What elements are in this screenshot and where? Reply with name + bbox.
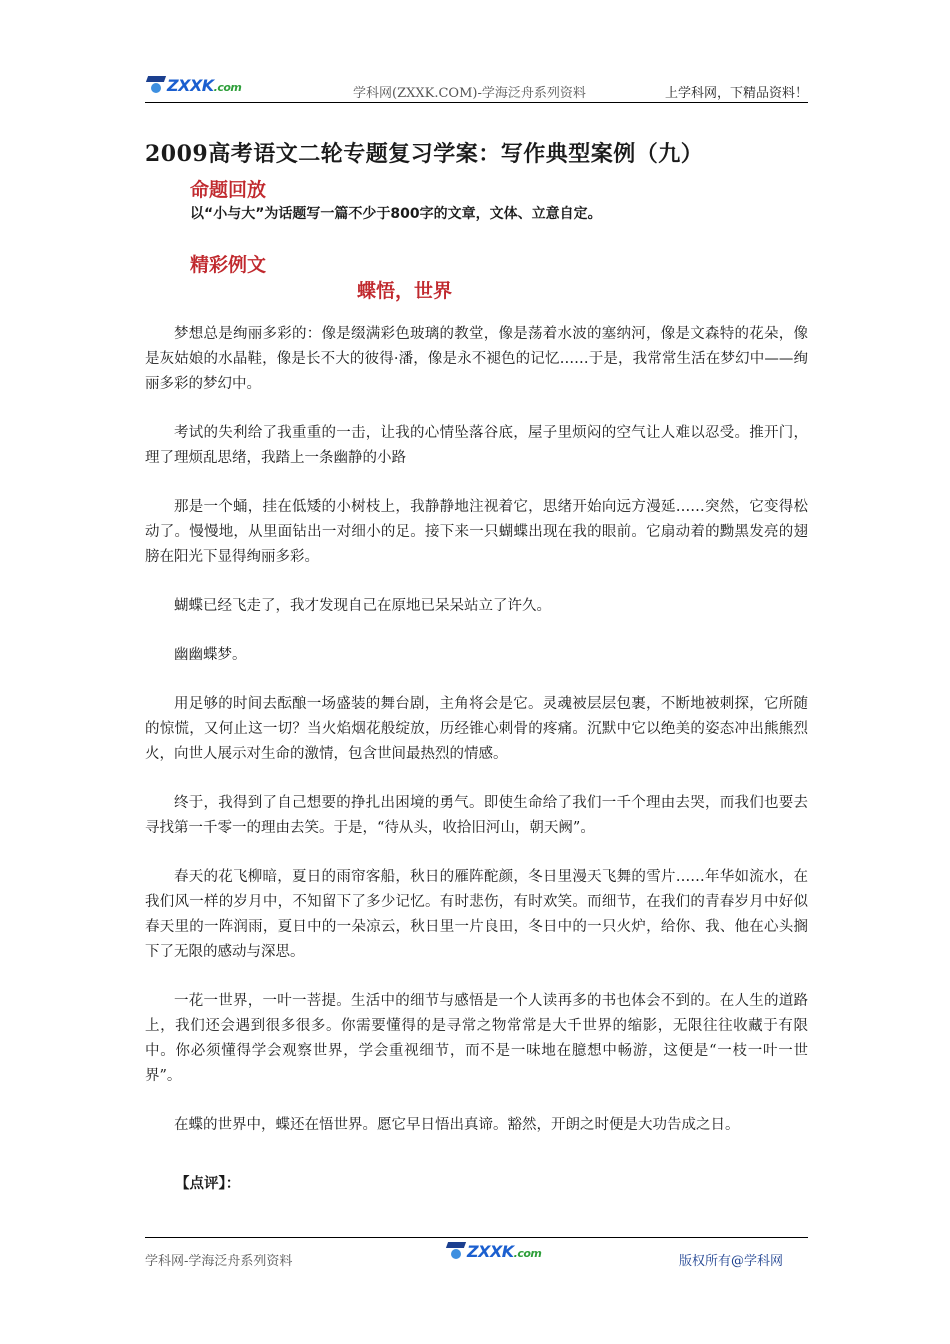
page-footer — [145, 1240, 808, 1280]
prompt-text: 以“小与大”为话题写一篇不少于800字的文章，文体、立意自定。 — [190, 206, 602, 222]
logo-suffix: .com — [513, 1246, 542, 1260]
essay-paragraph: 考试的失利给了我重重的一击，让我的心情坠落谷底，屋子里烦闷的空气让人难以忍受。推开门，理了理烦乱思绪，我踏上一条幽静的小路 — [145, 425, 808, 466]
essay-paragraph: 终于，我得到了自己想要的挣扎出困境的勇气。即使生命给了我们一千个理由去哭，而我们也要去寻找第一千零一的理由去笑。于是，“待从头，收拾旧河山，朝天阙”。 — [145, 795, 808, 836]
essay-paragraph: 蝴蝶已经飞走了，我才发现自己在原地已呆呆站立了许久。 — [174, 598, 551, 614]
footer-copyright: 版权所有@学科网 — [678, 1254, 783, 1269]
zxxk-logo[interactable] — [145, 74, 241, 96]
logo-text: ZXXK — [467, 1241, 514, 1261]
footer-site-text: 学科网-学海泛舟系列资料 — [145, 1254, 293, 1269]
prompt-heading: 命题回放 — [190, 179, 267, 201]
review-label: 【点评】： — [175, 1176, 241, 1192]
essay-paragraph: 在蝶的世界中，蝶还在悟世界。愿它早日悟出真谛。豁然，开朗之时便是大功告成之日。 — [174, 1117, 740, 1133]
footer-divider — [145, 1237, 808, 1238]
essay-paragraph: 那是一个蛹，挂在低矮的小树枝上，我静静地注视着它，思绪开始向远方漫延……突然，它变得松动了。慢慢地，从里面钻出一对细小的足。接下来一只蝴蝶出现在我的眼前。它扇动着的黝黑发亮的翅膀在阳光下显得绚丽多彩。 — [145, 499, 808, 565]
footer-zxxk-logo[interactable] — [445, 1240, 541, 1262]
example-heading: 精彩例文 — [190, 254, 267, 276]
logo-suffix: .com — [213, 80, 242, 94]
page-header — [145, 62, 808, 102]
page-title: 2009高考语文二轮专题复习学案：写作典型案例（九） — [145, 141, 704, 167]
graduation-cap-icon — [445, 1240, 467, 1262]
essay-paragraph: 用足够的时间去酝酿一场盛装的舞台剧，主角将会是它。灵魂被层层包裹，不断地被刺探，它所随的惊慌，又何止这一切？当火焰烟花般绽放，历经锥心刺骨的疼痛。沉默中它以绝美的姿态冲出熊熊烈火，向世人展示对生命的激情，包含世间最热烈的情感。 — [145, 696, 808, 762]
graduation-cap-icon — [145, 74, 167, 96]
essay-paragraph: 春天的花飞柳暗，夏日的雨帘客船，秋日的雁阵酡颜，冬日里漫天飞舞的雪片……年华如流水，在我们风一样的岁月中，不知留下了多少记忆。有时悲伤，有时欢笑。而细节，在我们的青春岁月中好似春天里的一阵润雨，夏日中的一朵凉云，秋日里一片良田，冬日中的一只火炉，给你、我、他在心头搁下了无限的感动与深思。 — [145, 869, 808, 960]
essay-paragraph: 梦想总是绚丽多彩的：像是缀满彩色玻璃的教堂，像是荡着水波的塞纳河，像是文森特的花朵，像是灰姑娘的水晶鞋，像是长不大的彼得·潘，像是永不褪色的记忆……于是，我常常生活在梦幻中——绚丽多彩的梦幻中。 — [145, 326, 808, 392]
essay-paragraph: 幽幽蝶梦。 — [174, 647, 247, 663]
logo-text: ZXXK — [167, 75, 214, 95]
header-slogan: 上学科网，下精品资料！ — [664, 86, 808, 101]
header-divider — [145, 102, 808, 103]
essay-title: 蝶悟，世界 — [357, 280, 453, 302]
header-site-text: 学科网(ZXXK.COM)-学海泛舟系列资料 — [353, 86, 586, 101]
essay-body — [145, 322, 808, 1162]
essay-paragraph: 一花一世界，一叶一菩提。生活中的细节与感悟是一个人读再多的书也体会不到的。在人生的道路上，我们还会遇到很多很多。你需要懂得的是寻常之物常常是大千世界的缩影，无限往往收藏于有限中。你必须懂得学会观察世界，学会重视细节，而不是一味地在臆想中畅游，这便是“一枝一叶一世界”。 — [145, 993, 808, 1084]
